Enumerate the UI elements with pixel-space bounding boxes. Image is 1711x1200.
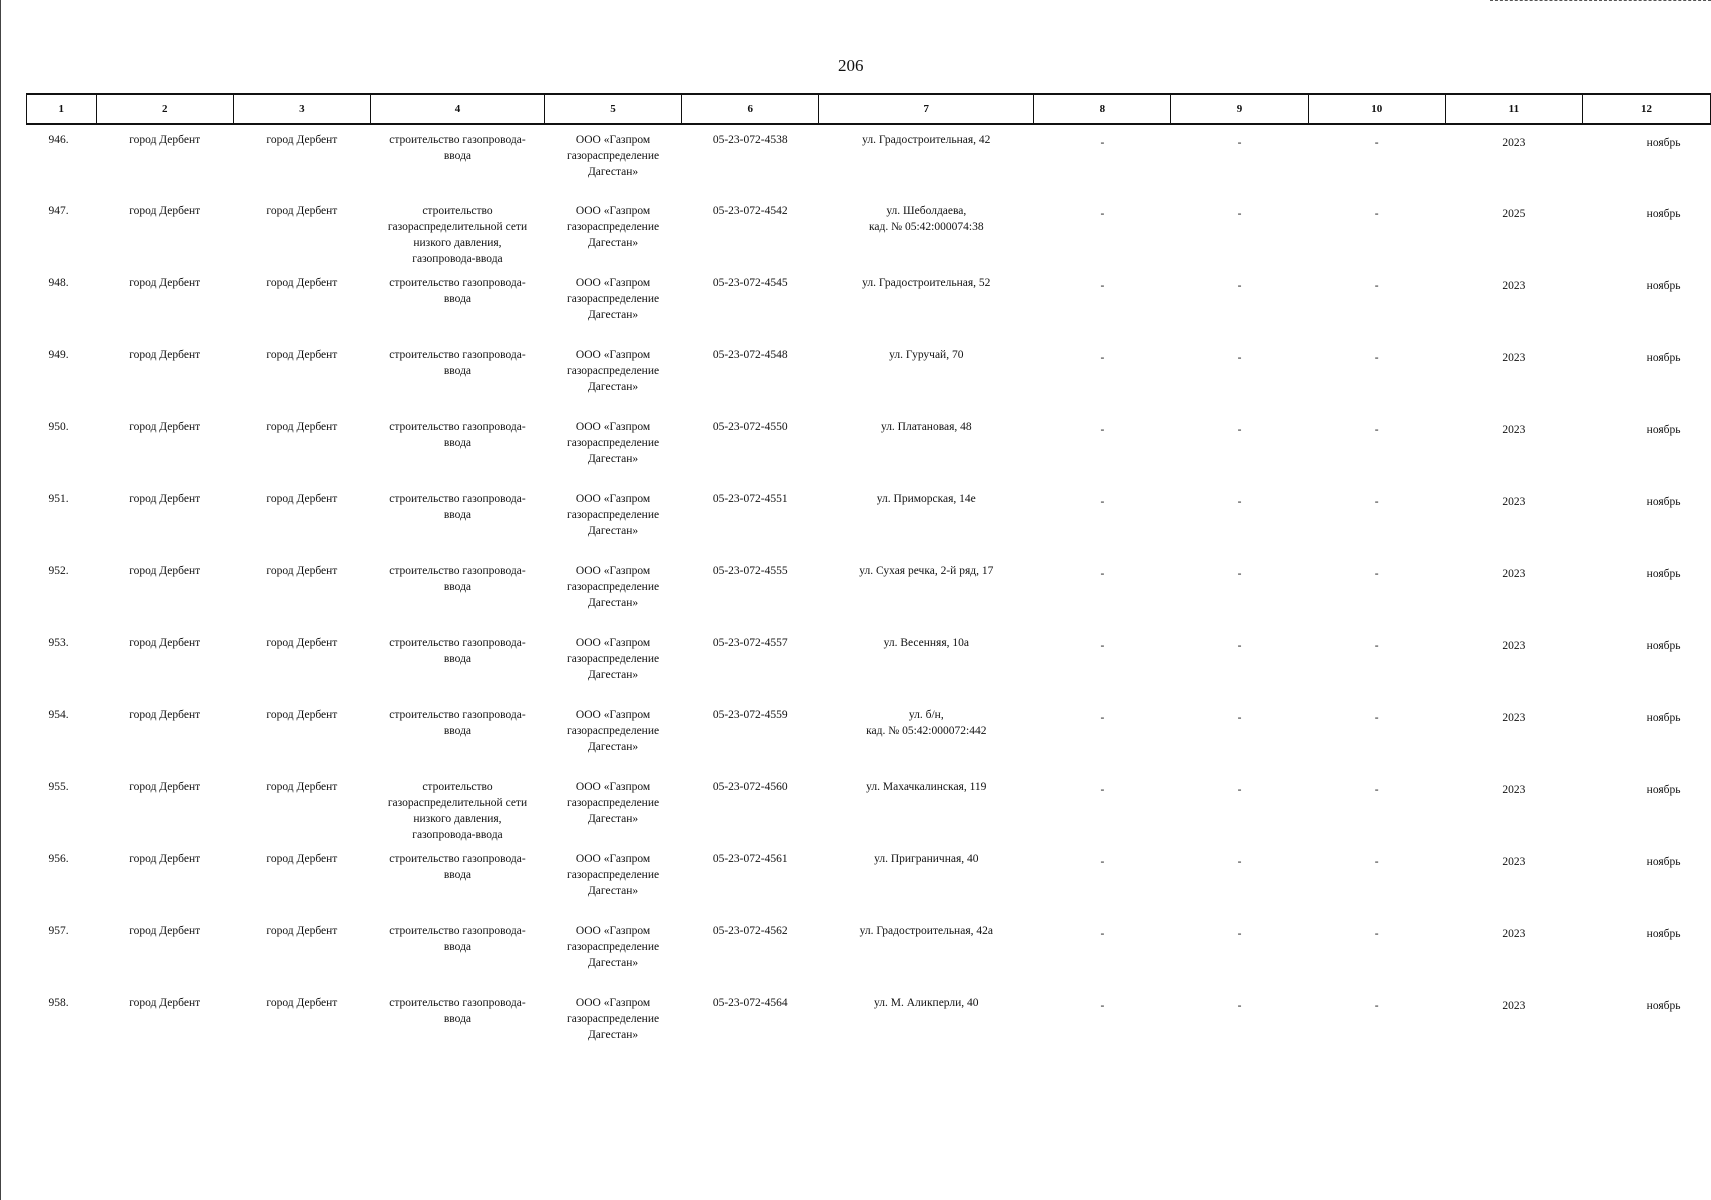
column-header: 9: [1171, 94, 1308, 124]
work-type-cell: строительство газопровода- ввода: [389, 997, 526, 1025]
month-cell: ноябрь: [1646, 568, 1681, 580]
year-cell: 2023: [1502, 424, 1526, 436]
column-9-cell: -: [1237, 424, 1242, 436]
month-cell: ноябрь: [1646, 784, 1681, 796]
column-8-cell: -: [1100, 208, 1105, 220]
column-9-cell: -: [1237, 208, 1242, 220]
settlement-cell: город Дербент: [266, 925, 338, 937]
organization-cell: ООО «Газпром газораспределение Дагестан»: [567, 421, 660, 465]
column-10-cell: -: [1374, 928, 1379, 940]
table-row: [27, 772, 1711, 844]
municipality-cell: город Дербент: [129, 565, 201, 577]
column-8-cell: -: [1100, 137, 1105, 149]
gas-pipeline-table: [26, 93, 1711, 1060]
municipality-cell: город Дербент: [129, 134, 201, 146]
year-cell: 2023: [1502, 568, 1526, 580]
row-number: 958.: [48, 997, 69, 1009]
column-9-cell: -: [1237, 784, 1242, 796]
registration-number-cell: 05-23-072-4550: [712, 421, 788, 433]
year-cell: 2023: [1502, 352, 1526, 364]
organization-cell: ООО «Газпром газораспределение Дагестан»: [567, 709, 660, 753]
column-8-cell: -: [1100, 856, 1105, 868]
municipality-cell: город Дербент: [129, 421, 201, 433]
column-8-cell: -: [1100, 280, 1105, 292]
column-9-cell: -: [1237, 856, 1242, 868]
settlement-cell: город Дербент: [266, 134, 338, 146]
top-dashed-line: [1490, 0, 1711, 1]
month-cell: ноябрь: [1646, 280, 1681, 292]
column-8-cell: -: [1100, 928, 1105, 940]
settlement-cell: город Дербент: [266, 205, 338, 217]
column-header: 2: [96, 94, 233, 124]
municipality-cell: город Дербент: [129, 349, 201, 361]
year-cell: 2023: [1502, 1000, 1526, 1012]
organization-cell: ООО «Газпром газораспределение Дагестан»: [567, 925, 660, 969]
column-8-cell: -: [1100, 496, 1105, 508]
row-number: 946.: [48, 134, 69, 146]
address-cell: ул. Градостроительная, 42а: [859, 925, 993, 937]
column-header: 10: [1308, 94, 1445, 124]
address-cell: ул. Шеболдаева, кад. № 05:42:000074:38: [869, 205, 984, 233]
year-cell: 2023: [1502, 640, 1526, 652]
column-10-cell: -: [1374, 496, 1379, 508]
column-8-cell: -: [1100, 1000, 1105, 1012]
column-10-cell: -: [1374, 1000, 1379, 1012]
organization-cell: ООО «Газпром газораспределение Дагестан»: [567, 781, 660, 825]
column-header: 4: [370, 94, 544, 124]
settlement-cell: город Дербент: [266, 853, 338, 865]
column-header: 8: [1034, 94, 1171, 124]
table-row: [27, 916, 1711, 988]
work-type-cell: строительство газопровода- ввода: [389, 421, 526, 449]
page-left-border: [0, 0, 1, 1200]
month-cell: ноябрь: [1646, 496, 1681, 508]
registration-number-cell: 05-23-072-4551: [712, 493, 788, 505]
organization-cell: ООО «Газпром газораспределение Дагестан»: [567, 637, 660, 681]
row-number: 956.: [48, 853, 69, 865]
registration-number-cell: 05-23-072-4542: [712, 205, 788, 217]
table-row: [27, 196, 1711, 268]
month-cell: ноябрь: [1646, 352, 1681, 364]
address-cell: ул. Градостроительная, 52: [862, 277, 991, 289]
municipality-cell: город Дербент: [129, 493, 201, 505]
column-9-cell: -: [1237, 712, 1242, 724]
work-type-cell: строительство газопровода- ввода: [389, 709, 526, 737]
work-type-cell: строительство газопровода- ввода: [389, 493, 526, 521]
page-number: 206: [838, 56, 864, 75]
work-type-cell: строительство газопровода- ввода: [389, 565, 526, 593]
settlement-cell: город Дербент: [266, 421, 338, 433]
registration-number-cell: 05-23-072-4560: [712, 781, 788, 793]
address-cell: ул. Приграничная, 40: [874, 853, 979, 865]
municipality-cell: город Дербент: [129, 925, 201, 937]
address-cell: ул. Махачкалинская, 119: [866, 781, 987, 793]
settlement-cell: город Дербент: [266, 709, 338, 721]
work-type-cell: строительство газопровода- ввода: [389, 134, 526, 162]
row-number: 948.: [48, 277, 69, 289]
column-8-cell: -: [1100, 784, 1105, 796]
registration-number-cell: 05-23-072-4555: [712, 565, 788, 577]
column-8-cell: -: [1100, 712, 1105, 724]
column-9-cell: -: [1237, 352, 1242, 364]
column-10-cell: -: [1374, 424, 1379, 436]
year-cell: 2023: [1502, 712, 1526, 724]
row-number: 954.: [48, 709, 69, 721]
registration-number-cell: 05-23-072-4545: [712, 277, 788, 289]
column-9-cell: -: [1237, 568, 1242, 580]
table-row: [27, 988, 1711, 1060]
work-type-cell: строительство газопровода- ввода: [389, 277, 526, 305]
column-header: 5: [544, 94, 681, 124]
organization-cell: ООО «Газпром газораспределение Дагестан»: [567, 853, 660, 897]
column-header: 3: [233, 94, 370, 124]
table-row: [27, 340, 1711, 412]
row-number: 957.: [48, 925, 69, 937]
month-cell: ноябрь: [1646, 712, 1681, 724]
column-header: 7: [819, 94, 1034, 124]
registration-number-cell: 05-23-072-4562: [712, 925, 788, 937]
work-type-cell: строительство газопровода- ввода: [389, 349, 526, 377]
address-cell: ул. Платановая, 48: [880, 421, 972, 433]
column-10-cell: -: [1374, 352, 1379, 364]
column-10-cell: -: [1374, 712, 1379, 724]
organization-cell: ООО «Газпром газораспределение Дагестан»: [567, 134, 660, 178]
year-cell: 2025: [1502, 208, 1526, 220]
column-header: 11: [1445, 94, 1582, 124]
address-cell: ул. Весенняя, 10а: [883, 637, 969, 649]
column-9-cell: -: [1237, 640, 1242, 652]
address-cell: ул. Градостроительная, 42: [862, 134, 991, 146]
row-number: 949.: [48, 349, 69, 361]
column-10-cell: -: [1374, 280, 1379, 292]
month-cell: ноябрь: [1646, 137, 1681, 149]
column-header: 12: [1582, 94, 1710, 124]
registration-number-cell: 05-23-072-4548: [712, 349, 788, 361]
year-cell: 2023: [1502, 856, 1526, 868]
organization-cell: ООО «Газпром газораспределение Дагестан»: [567, 277, 660, 321]
address-cell: ул. Сухая речка, 2-й ряд, 17: [859, 565, 994, 577]
table-row: [27, 124, 1711, 196]
table-row: [27, 844, 1711, 916]
municipality-cell: город Дербент: [129, 637, 201, 649]
month-cell: ноябрь: [1646, 640, 1681, 652]
address-cell: ул. М. Аликперли, 40: [874, 997, 979, 1009]
year-cell: 2023: [1502, 496, 1526, 508]
table-row: [27, 268, 1711, 340]
organization-cell: ООО «Газпром газораспределение Дагестан»: [567, 565, 660, 609]
address-cell: ул. Приморская, 14е: [876, 493, 976, 505]
month-cell: ноябрь: [1646, 928, 1681, 940]
column-9-cell: -: [1237, 280, 1242, 292]
table-row: [27, 628, 1711, 700]
year-cell: 2023: [1502, 928, 1526, 940]
work-type-cell: строительство газопровода- ввода: [389, 925, 526, 953]
column-header: 6: [682, 94, 819, 124]
column-8-cell: -: [1100, 640, 1105, 652]
registration-number-cell: 05-23-072-4561: [712, 853, 788, 865]
month-cell: ноябрь: [1646, 208, 1681, 220]
year-cell: 2023: [1502, 280, 1526, 292]
row-number: 953.: [48, 637, 69, 649]
column-8-cell: -: [1100, 352, 1105, 364]
organization-cell: ООО «Газпром газораспределение Дагестан»: [567, 997, 660, 1041]
municipality-cell: город Дербент: [129, 205, 201, 217]
column-10-cell: -: [1374, 640, 1379, 652]
row-number: 947.: [48, 205, 69, 217]
row-number: 952.: [48, 565, 69, 577]
municipality-cell: город Дербент: [129, 277, 201, 289]
year-cell: 2023: [1502, 784, 1526, 796]
municipality-cell: город Дербент: [129, 781, 201, 793]
column-9-cell: -: [1237, 1000, 1242, 1012]
municipality-cell: город Дербент: [129, 709, 201, 721]
month-cell: ноябрь: [1646, 856, 1681, 868]
column-9-cell: -: [1237, 137, 1242, 149]
work-type-cell: строительство газопровода- ввода: [389, 637, 526, 665]
work-type-cell: строительство газораспределительной сети низкого давления, газопровода-ввода: [387, 781, 528, 841]
settlement-cell: город Дербент: [266, 997, 338, 1009]
settlement-cell: город Дербент: [266, 277, 338, 289]
registration-number-cell: 05-23-072-4538: [712, 134, 788, 146]
settlement-cell: город Дербент: [266, 349, 338, 361]
month-cell: ноябрь: [1646, 424, 1681, 436]
table-row: [27, 556, 1711, 628]
municipality-cell: город Дербент: [129, 997, 201, 1009]
address-cell: ул. б/н, кад. № 05:42:000072:442: [866, 709, 987, 737]
column-10-cell: -: [1374, 784, 1379, 796]
municipality-cell: город Дербент: [129, 853, 201, 865]
column-10-cell: -: [1374, 208, 1379, 220]
registration-number-cell: 05-23-072-4564: [712, 997, 788, 1009]
registration-number-cell: 05-23-072-4559: [712, 709, 788, 721]
settlement-cell: город Дербент: [266, 637, 338, 649]
table-row: [27, 700, 1711, 772]
settlement-cell: город Дербент: [266, 565, 338, 577]
organization-cell: ООО «Газпром газораспределение Дагестан»: [567, 349, 660, 393]
work-type-cell: строительство газопровода- ввода: [389, 853, 526, 881]
column-10-cell: -: [1374, 568, 1379, 580]
settlement-cell: город Дербент: [266, 493, 338, 505]
table-header-row: [27, 94, 1711, 124]
organization-cell: ООО «Газпром газораспределение Дагестан»: [567, 205, 660, 249]
table-row: [27, 412, 1711, 484]
registration-number-cell: 05-23-072-4557: [712, 637, 788, 649]
table-row: [27, 484, 1711, 556]
month-cell: ноябрь: [1646, 1000, 1681, 1012]
column-9-cell: -: [1237, 928, 1242, 940]
address-cell: ул. Гуручай, 70: [889, 349, 964, 361]
year-cell: 2023: [1502, 137, 1526, 149]
organization-cell: ООО «Газпром газораспределение Дагестан»: [567, 493, 660, 537]
column-8-cell: -: [1100, 568, 1105, 580]
row-number: 950.: [48, 421, 69, 433]
column-8-cell: -: [1100, 424, 1105, 436]
column-10-cell: -: [1374, 137, 1379, 149]
column-10-cell: -: [1374, 856, 1379, 868]
column-header: 1: [27, 94, 97, 124]
column-9-cell: -: [1237, 496, 1242, 508]
row-number: 951.: [48, 493, 69, 505]
row-number: 955.: [48, 781, 69, 793]
settlement-cell: город Дербент: [266, 781, 338, 793]
work-type-cell: строительство газораспределительной сети низкого давления, газопровода-ввода: [387, 205, 528, 265]
